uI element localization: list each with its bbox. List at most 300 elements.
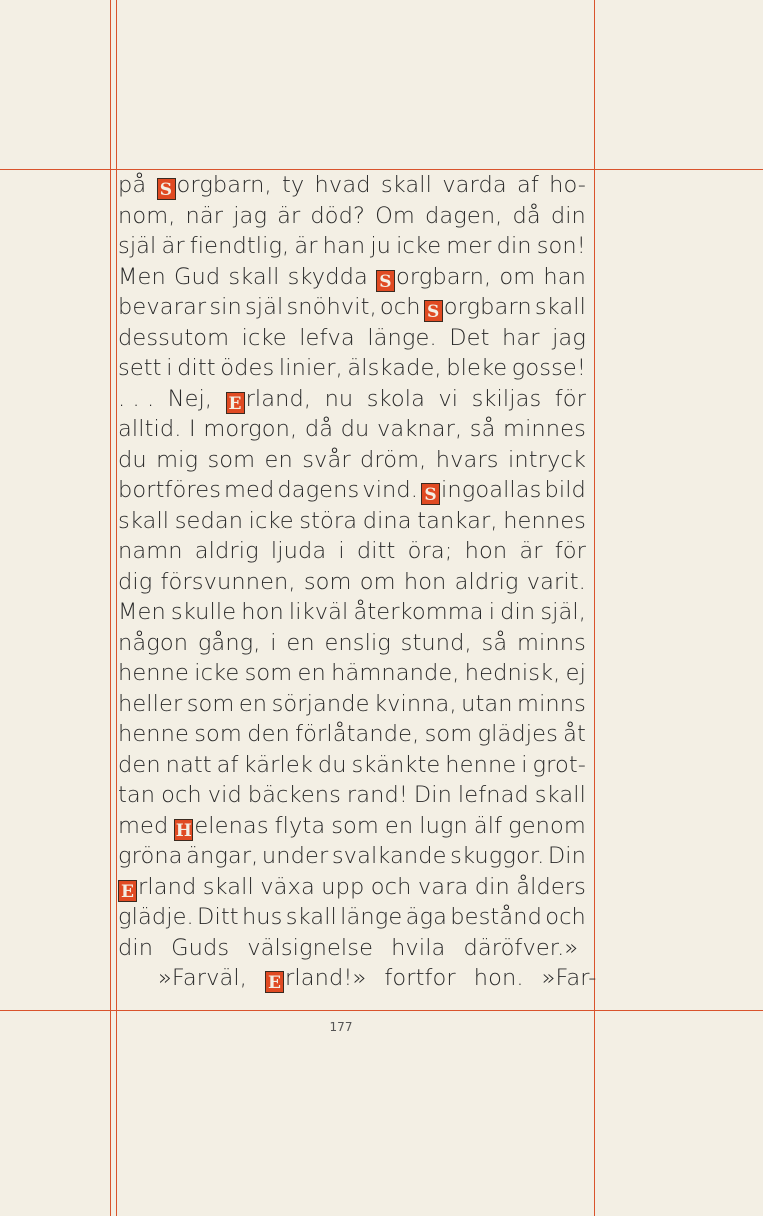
word (175, 506, 243, 537)
word-text: dröm, (360, 446, 427, 473)
word-text: störa (299, 507, 358, 534)
word-text: »Farväl, (158, 965, 247, 991)
word (489, 597, 495, 628)
word-text: varit. (526, 568, 586, 595)
word (118, 628, 188, 659)
word (331, 811, 379, 842)
word (209, 292, 242, 323)
word (171, 933, 229, 964)
word (425, 201, 502, 232)
word (118, 384, 154, 415)
word-text: icke (396, 233, 442, 259)
word-text: skulle (170, 599, 237, 625)
word (527, 567, 586, 598)
word (203, 872, 254, 903)
word (545, 902, 586, 933)
word-text: skola (366, 385, 425, 412)
word-text: är (519, 538, 543, 564)
word-text: Din (413, 782, 453, 808)
word (446, 231, 491, 262)
text-line (118, 231, 586, 262)
word-text: orgbarn, (395, 263, 492, 290)
word-text: ho- (549, 172, 586, 198)
word-text: ty (281, 172, 305, 198)
word (288, 262, 368, 293)
word-text: hon (403, 568, 447, 595)
word (286, 902, 337, 933)
word (174, 262, 220, 293)
word (367, 384, 425, 415)
word-text: hämnande, (331, 660, 460, 686)
word-text: »Far- (541, 965, 597, 991)
word-text: svår (302, 446, 351, 473)
word (465, 536, 508, 567)
word-text: som (303, 568, 352, 595)
word-text: kvinna, (373, 690, 457, 717)
word (245, 658, 293, 689)
word (299, 506, 357, 537)
word-text: flyta (274, 812, 326, 839)
word-text: som (207, 446, 256, 473)
text-line (118, 292, 586, 323)
word (352, 750, 441, 781)
word-text: fiendtlig, (189, 233, 290, 259)
word (207, 445, 255, 476)
word-text: vi (438, 385, 459, 412)
word (461, 689, 513, 720)
word-text: ej (565, 660, 586, 686)
word (275, 811, 326, 842)
word-text: skall (285, 904, 337, 930)
word (465, 658, 561, 689)
word (470, 414, 496, 445)
word-text: en (384, 812, 414, 839)
word-text: nu (324, 385, 354, 412)
word-text: länge (340, 904, 403, 930)
word-text: skuggor. (450, 843, 545, 869)
initial-capital: S (424, 300, 443, 322)
word (549, 170, 586, 201)
word-text: Guds (171, 934, 230, 961)
word (512, 201, 540, 232)
word (295, 719, 419, 750)
word (421, 475, 541, 506)
word-text: sett (118, 355, 162, 381)
word-text: Ditt (197, 904, 239, 930)
word (360, 567, 396, 598)
word (385, 811, 413, 842)
word (118, 872, 196, 903)
word (555, 536, 586, 567)
word-text: hus (241, 904, 283, 930)
word-text: genom (508, 812, 586, 839)
word-text: af (216, 751, 239, 778)
text-line (118, 414, 586, 445)
word-text: han (543, 263, 586, 290)
word (384, 963, 455, 994)
word-text: din (500, 599, 536, 625)
word-text: en (286, 629, 315, 656)
word (446, 353, 507, 384)
word-text: minns (517, 690, 586, 717)
word-text: morgon, (203, 416, 298, 442)
word-text: om (499, 263, 536, 290)
word (226, 384, 312, 415)
word-text: upp (321, 873, 365, 900)
word-text: med (224, 477, 275, 503)
word (552, 323, 586, 354)
word-text: hennes (503, 507, 586, 534)
word-text: på (118, 172, 147, 198)
word (220, 353, 274, 384)
word-text: åt (563, 721, 586, 747)
word-text: orgbarn (443, 294, 532, 320)
page-number: 177 (329, 1020, 353, 1034)
word-text: skiljas (471, 385, 542, 412)
word (260, 872, 315, 903)
word-text: likväl (288, 599, 349, 625)
text-line (118, 567, 586, 598)
word-text: en (297, 660, 326, 686)
word (203, 414, 297, 445)
word-text: dina (362, 507, 412, 534)
word (247, 933, 373, 964)
word-text: en (264, 446, 293, 473)
text-line (118, 811, 586, 842)
word (157, 170, 272, 201)
word-text: snöhvit, (286, 294, 377, 320)
word (482, 628, 508, 659)
word-text: ödes (220, 355, 275, 381)
word-text: henne (118, 660, 189, 686)
word-text: hvila (391, 934, 446, 961)
text-line (118, 597, 586, 628)
text-line (118, 780, 586, 811)
word-text: icke (248, 507, 294, 534)
text-line (118, 170, 586, 201)
word (519, 536, 542, 567)
word (502, 323, 540, 354)
word (449, 323, 489, 354)
word-text: dagens (277, 477, 360, 503)
word (323, 231, 366, 262)
word (118, 567, 152, 598)
word-text: jag (552, 324, 586, 351)
word (241, 597, 284, 628)
word (265, 963, 366, 994)
word (118, 170, 146, 201)
word (242, 323, 287, 354)
word-text: vind. (362, 477, 419, 503)
word-text: du (118, 446, 147, 473)
word-text: din (118, 934, 154, 961)
word-text: din (496, 233, 532, 259)
word-text: länge. (367, 324, 437, 351)
word-text: öra; (407, 538, 453, 564)
word-text: Men (118, 599, 166, 625)
word-text: hon. (473, 965, 524, 991)
word-text: och (379, 294, 421, 320)
word-text: namn (118, 538, 183, 564)
word (357, 536, 396, 567)
word (248, 780, 341, 811)
text-line (118, 872, 586, 903)
word-text: lugn (419, 812, 468, 839)
word-text: han (322, 233, 366, 259)
word-text: natt (165, 751, 212, 778)
word-text: ditt (356, 538, 396, 564)
word-text: henne (118, 721, 189, 747)
word-text: växa (260, 873, 315, 900)
word (517, 170, 539, 201)
word-text: svalkande (331, 843, 447, 869)
word-text: Det (449, 324, 490, 351)
word (242, 902, 283, 933)
word-text: däröfver.» (463, 934, 579, 961)
text-line (118, 719, 586, 750)
word-text: rand! (346, 782, 408, 808)
word (362, 475, 418, 506)
word (305, 414, 333, 445)
word (118, 719, 189, 750)
word (298, 658, 326, 689)
word (381, 170, 432, 201)
word (503, 506, 586, 537)
word-text: varda (442, 172, 507, 198)
word-text: bleke (446, 355, 508, 381)
word-text: skänkte (351, 751, 441, 778)
word-text: ingoallas (441, 477, 542, 503)
word (286, 628, 314, 659)
word-text: vara (417, 873, 469, 900)
word-text: din (474, 873, 510, 900)
word (566, 658, 586, 689)
word (286, 292, 376, 323)
word-text: skall (534, 782, 586, 808)
word (208, 780, 242, 811)
word-text: som (424, 721, 473, 747)
word (186, 201, 224, 232)
word-text: dagen, (425, 202, 503, 229)
word (233, 201, 267, 232)
word (118, 414, 182, 445)
text-line (118, 841, 586, 872)
word-text: kärlek (243, 751, 313, 778)
initial-capital: H (175, 820, 192, 841)
word (228, 262, 279, 293)
word (279, 353, 343, 384)
word (198, 628, 261, 659)
word-text: lefva (299, 324, 355, 351)
word (224, 475, 274, 506)
word (500, 597, 535, 628)
initial-capital: E (118, 880, 137, 902)
word (189, 414, 196, 445)
word-text: icke (194, 660, 240, 686)
word (424, 292, 532, 323)
rule-bottom (0, 1010, 763, 1011)
word-text: icke (241, 324, 287, 351)
word-text: den (118, 751, 161, 778)
word-text: gosse! (511, 355, 586, 381)
word (277, 475, 359, 506)
word (442, 170, 507, 201)
word-text: bortföres (118, 477, 222, 503)
word (315, 170, 371, 201)
word (455, 567, 519, 598)
word-text: då (304, 416, 334, 442)
word (380, 292, 421, 323)
word-text: är (161, 233, 185, 259)
word (535, 292, 586, 323)
word (508, 811, 586, 842)
word (450, 841, 544, 872)
word-text: älf (473, 812, 503, 839)
word (118, 201, 176, 232)
word-text: dig (118, 568, 153, 595)
word-text: . . . (118, 385, 155, 412)
word-text: din (550, 202, 586, 229)
text-line (118, 475, 586, 506)
word-text: själ, (540, 599, 586, 625)
word-text: i (338, 538, 345, 564)
word-text: som (186, 690, 235, 717)
word-text: Nej, (167, 385, 213, 412)
word (341, 414, 370, 445)
word (404, 567, 447, 598)
word-text: lefnad (457, 782, 529, 808)
text-line (118, 963, 597, 994)
word-text: och (545, 904, 586, 930)
word (360, 445, 426, 476)
word-text: hvad (314, 172, 371, 198)
word (474, 811, 502, 842)
word (158, 963, 247, 994)
word-text: linier, (278, 355, 343, 381)
word (347, 780, 408, 811)
word-text: Men (118, 263, 166, 290)
word-text: heller (118, 690, 183, 717)
word-text: bestånd (450, 904, 542, 930)
word (472, 384, 542, 415)
word (217, 750, 239, 781)
word-text: som (194, 721, 242, 747)
word-text: själ (118, 233, 157, 259)
word-text: ängar, (186, 843, 259, 869)
word-text: återkomma (353, 599, 484, 625)
word (174, 811, 268, 842)
word-text: ditt (177, 355, 216, 381)
word (118, 231, 156, 262)
text-line (118, 445, 586, 476)
word (331, 658, 459, 689)
text-line (118, 506, 586, 537)
word (543, 262, 586, 293)
word-text: glädje. (118, 904, 194, 930)
word (517, 689, 586, 720)
word-text: Om (375, 202, 415, 229)
word (197, 902, 239, 933)
word (401, 628, 472, 659)
word (272, 689, 370, 720)
word-text: i (488, 599, 496, 625)
word (375, 201, 415, 232)
word (318, 750, 347, 781)
word (249, 506, 294, 537)
word (118, 262, 166, 293)
word (289, 597, 349, 628)
word (118, 841, 183, 872)
word (310, 201, 365, 232)
word (499, 262, 535, 293)
word (332, 841, 447, 872)
word (118, 597, 166, 628)
word-text: gång, (197, 629, 261, 656)
word (161, 780, 202, 811)
word (161, 567, 296, 598)
word (475, 872, 510, 903)
word (321, 872, 364, 903)
word-text: ålders (516, 873, 586, 900)
word (458, 780, 529, 811)
word (338, 536, 344, 567)
word-text: för (554, 385, 586, 412)
word (194, 658, 239, 689)
word-text: mig (156, 446, 199, 473)
word-text: med (118, 812, 169, 839)
word-text: så (481, 629, 508, 656)
word-text: i (521, 751, 528, 778)
word (118, 902, 194, 933)
word-text: tankar, (417, 507, 498, 534)
word (168, 384, 212, 415)
word (239, 689, 267, 720)
word (419, 811, 468, 842)
word-text: skall (228, 263, 280, 290)
word-text: du (340, 416, 370, 442)
word (118, 353, 162, 384)
word (194, 719, 242, 750)
word (497, 231, 532, 262)
text-line (118, 658, 586, 689)
text-line (118, 536, 586, 567)
word (118, 292, 206, 323)
word (377, 414, 462, 445)
word-text: aldrig (454, 568, 519, 595)
word (391, 933, 445, 964)
word (353, 597, 483, 628)
word (244, 750, 313, 781)
word (374, 689, 457, 720)
word-text: är (294, 233, 318, 259)
word-text: rland, (245, 385, 312, 412)
word (118, 811, 168, 842)
word (418, 872, 469, 903)
word-text: enslig (324, 629, 391, 656)
word (324, 628, 390, 659)
word-text: jag (233, 202, 268, 229)
word-text: är (277, 202, 301, 229)
word-text: Gud (173, 263, 221, 290)
word (371, 872, 412, 903)
word (190, 231, 290, 262)
word (299, 323, 355, 354)
word (408, 536, 453, 567)
word-text: minnes (503, 416, 586, 442)
word (247, 719, 290, 750)
word (363, 506, 412, 537)
word (406, 902, 447, 933)
